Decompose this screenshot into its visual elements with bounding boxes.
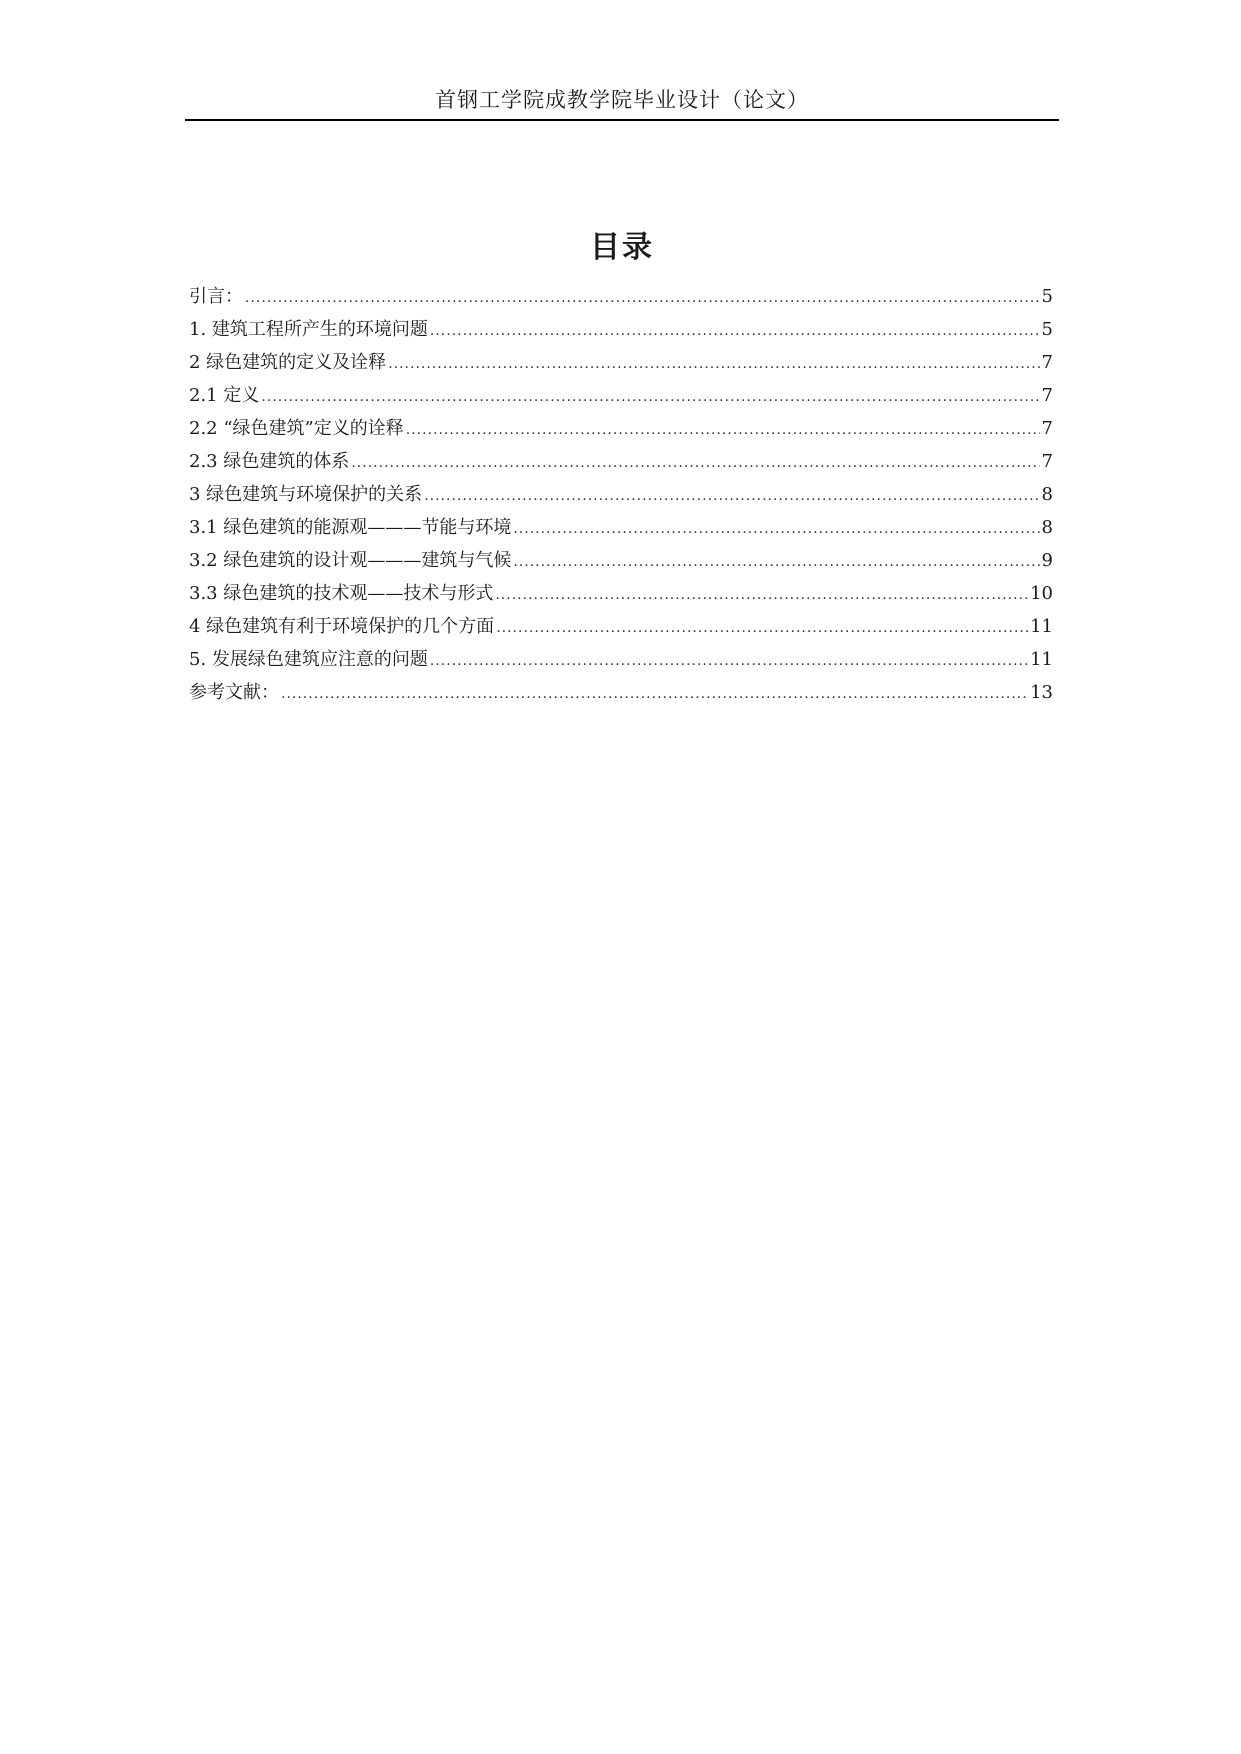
toc-dot-leader — [424, 483, 1039, 509]
toc-dot-leader — [261, 384, 1039, 410]
toc-dot-leader — [513, 549, 1039, 575]
toc-entry-label: 参考文献： — [189, 682, 279, 703]
toc-entry-page: 5 — [1041, 319, 1053, 340]
toc-entry-label: 3 绿色建筑与环境保护的关系 — [189, 484, 423, 505]
toc-entry-label: 5. 发展绿色建筑应注意的问题 — [189, 649, 428, 670]
toc-entry-page: 5 — [1041, 286, 1053, 307]
toc-entry[interactable] — [189, 383, 1053, 416]
toc-entry[interactable] — [189, 482, 1053, 515]
header-title: 首钢工学院成教学院毕业设计（论文） — [435, 88, 809, 112]
toc-entry[interactable] — [189, 581, 1053, 614]
toc-dot-leader — [430, 648, 1028, 674]
toc-entry-label: 引言： — [189, 286, 243, 307]
toc-entry-page: 13 — [1030, 682, 1053, 703]
toc-entry[interactable] — [189, 647, 1053, 680]
toc-dot-leader — [496, 615, 1028, 641]
toc-entry[interactable] — [189, 449, 1053, 482]
toc-entry-page: 8 — [1041, 517, 1053, 538]
toc-dot-leader — [430, 318, 1040, 344]
toc-dot-leader — [281, 681, 1028, 707]
toc-dot-leader — [406, 417, 1040, 443]
toc-entry-page: 10 — [1030, 583, 1053, 604]
toc-entry[interactable] — [189, 350, 1053, 383]
toc-entry-label: 2.3 绿色建筑的体系 — [189, 451, 350, 472]
toc-dot-leader — [513, 516, 1039, 542]
toc-entry-page: 8 — [1041, 484, 1053, 505]
toc-entry[interactable] — [189, 548, 1053, 581]
toc-entry[interactable] — [189, 284, 1053, 317]
toc-entry[interactable] — [189, 416, 1053, 449]
toc-entry-page: 11 — [1030, 649, 1053, 670]
toc-title: 目录 — [590, 230, 654, 265]
toc-list — [189, 284, 1053, 713]
toc-entry-label: 2.1 定义 — [189, 385, 260, 406]
toc-entry-label: 4 绿色建筑有利于环境保护的几个方面 — [189, 616, 495, 637]
toc-dot-leader — [495, 582, 1028, 608]
toc-dot-leader — [388, 351, 1039, 377]
toc-dot-leader — [245, 285, 1040, 311]
toc-dot-leader — [351, 450, 1039, 476]
toc-entry-label: 3.3 绿色建筑的技术观——技术与形式 — [189, 583, 494, 604]
toc-entry-page: 9 — [1041, 550, 1053, 571]
toc-entry-label: 3.2 绿色建筑的设计观———建筑与气候 — [189, 550, 512, 571]
toc-entry[interactable] — [189, 317, 1053, 350]
toc-entry-page: 7 — [1041, 352, 1053, 373]
toc-entry-page: 7 — [1041, 451, 1053, 472]
toc-entry-page: 7 — [1041, 418, 1053, 439]
toc-entry-label: 2.2 “绿色建筑”定义的诠释 — [189, 418, 404, 439]
header-divider — [185, 119, 1059, 121]
toc-entry[interactable] — [189, 680, 1053, 713]
toc-entry-label: 2 绿色建筑的定义及诠释 — [189, 352, 387, 373]
toc-entry-page: 11 — [1030, 616, 1053, 637]
toc-entry-label: 3.1 绿色建筑的能源观———节能与环境 — [189, 517, 512, 538]
toc-entry-label: 1. 建筑工程所产生的环境问题 — [189, 319, 428, 340]
toc-entry[interactable] — [189, 614, 1053, 647]
toc-entry[interactable] — [189, 515, 1053, 548]
toc-entry-page: 7 — [1041, 385, 1053, 406]
